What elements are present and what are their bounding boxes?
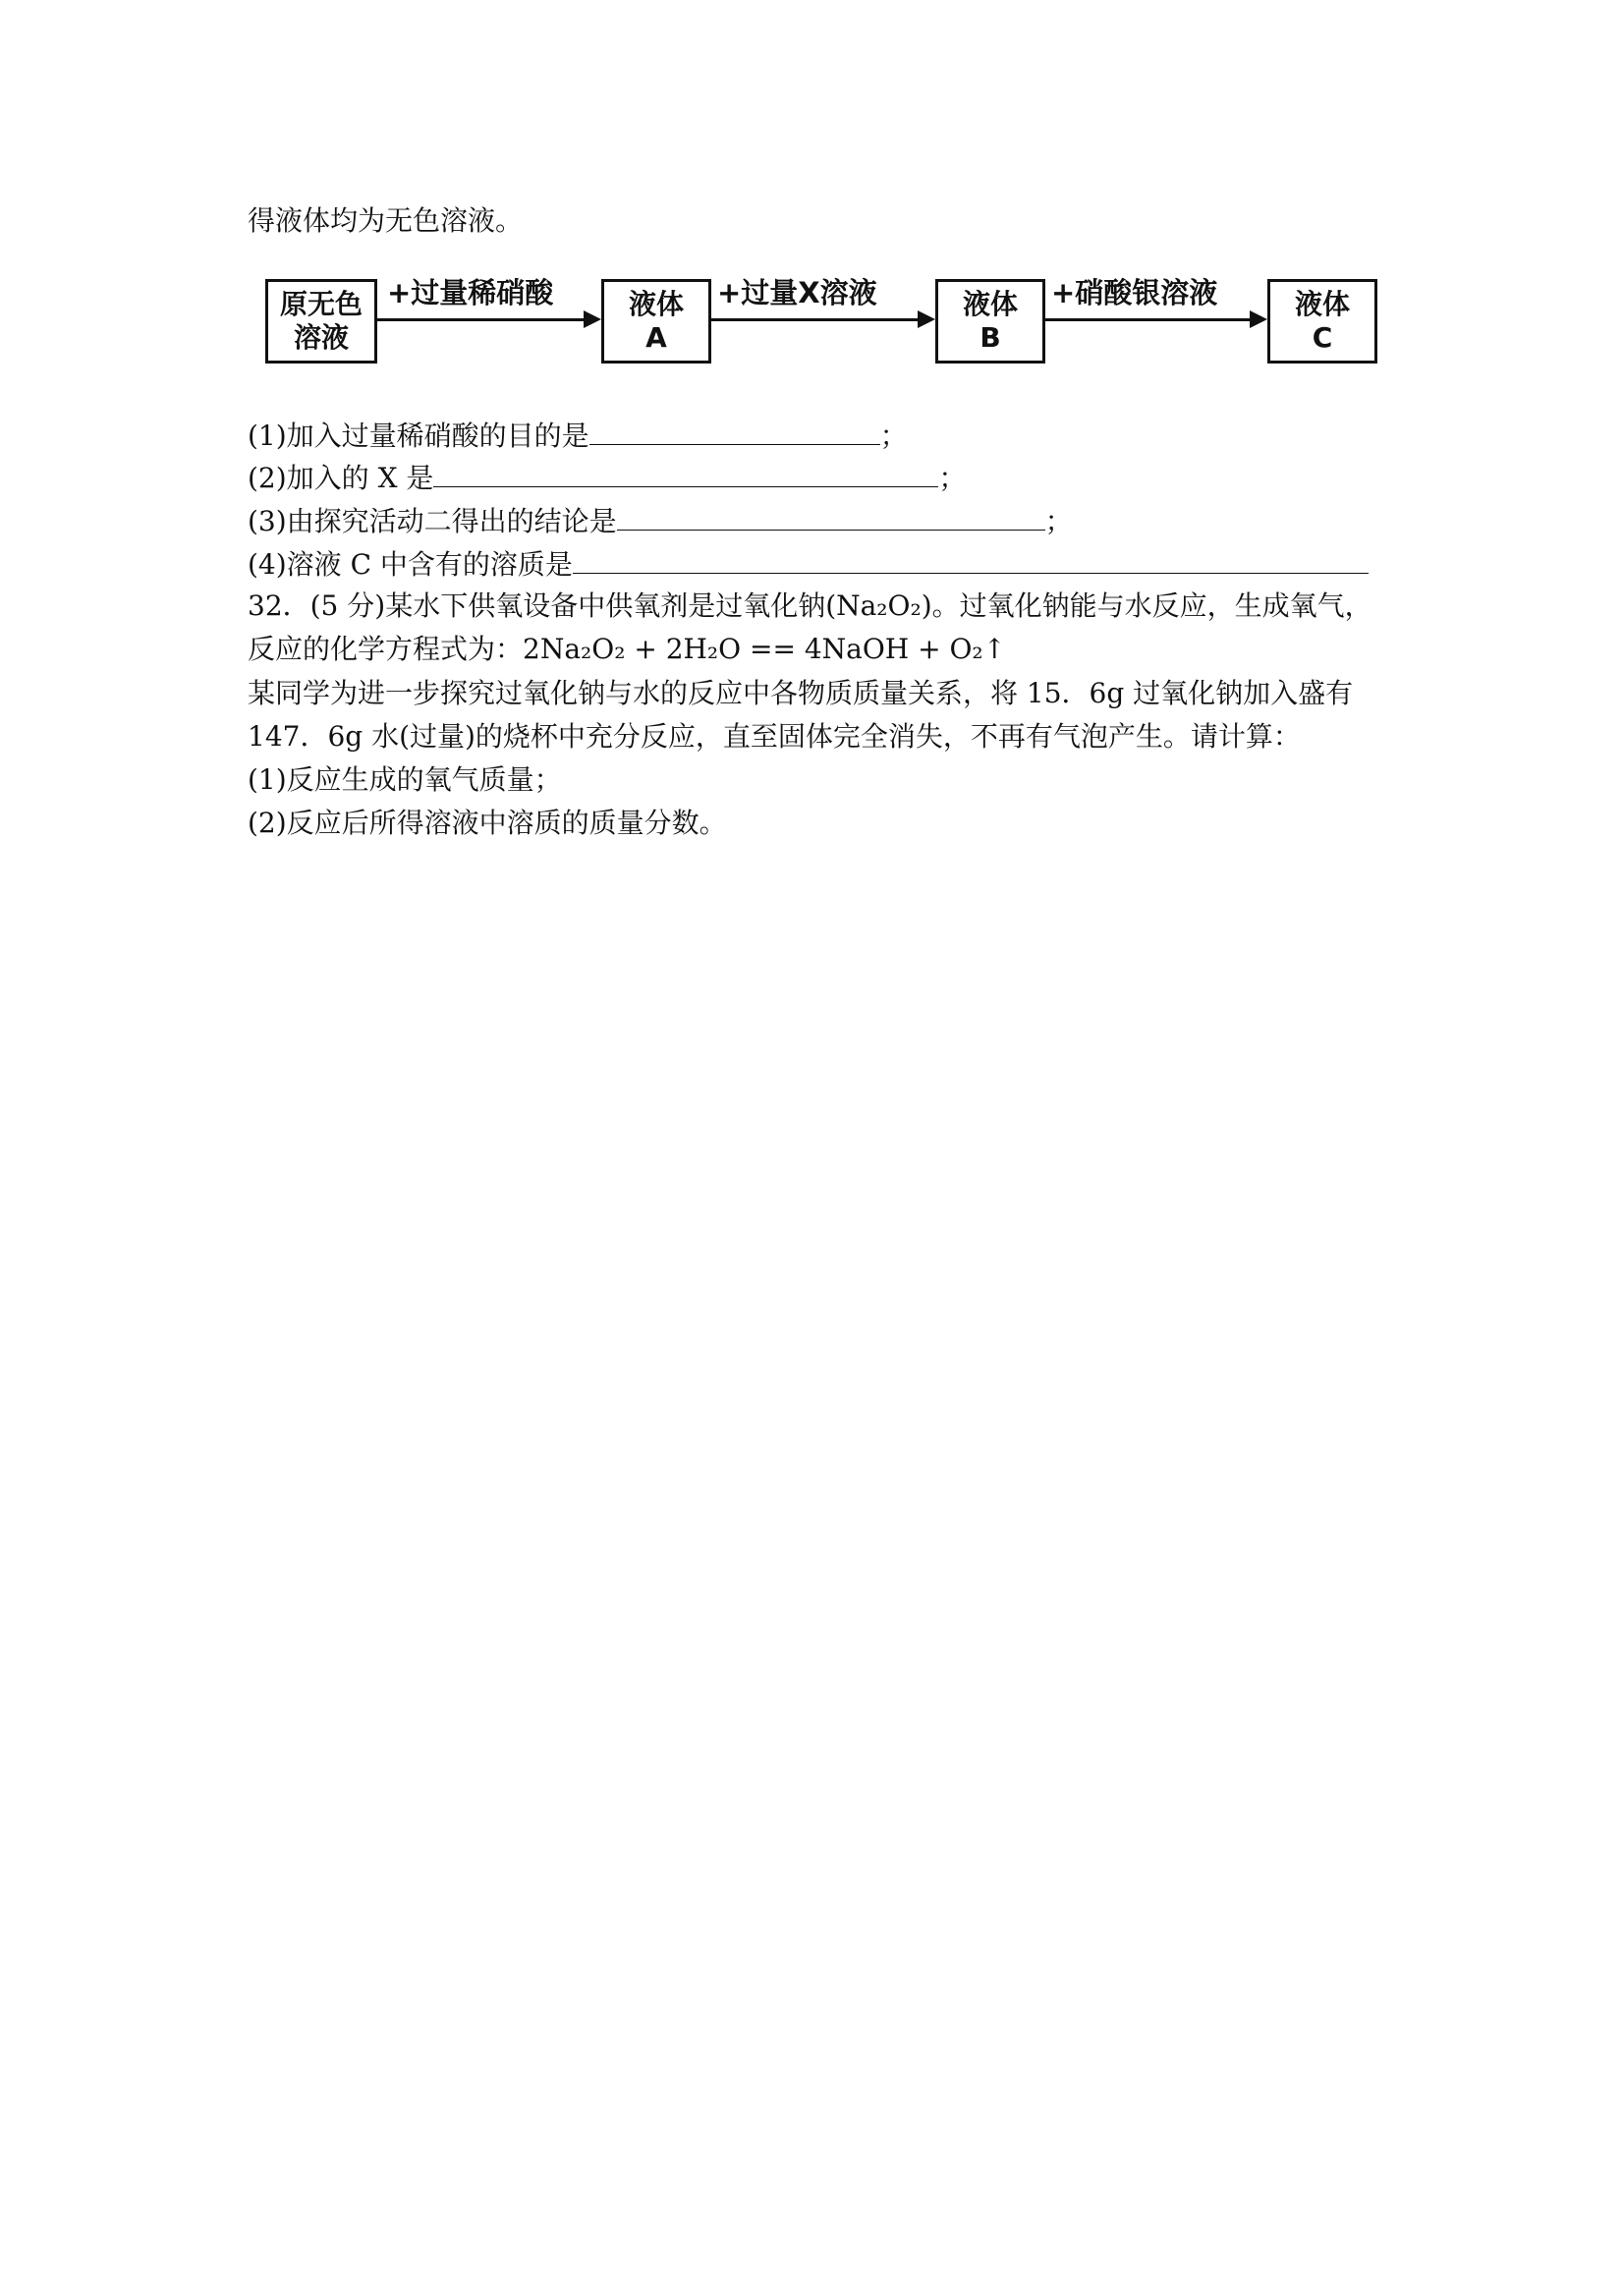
box-liquid-b-line1: 液体 — [962, 288, 1018, 320]
question-3-text: (3)由探究活动二得出的结论是 — [248, 505, 617, 537]
box-liquid-a-line1: 液体 — [628, 288, 684, 320]
box-liquid-b-line2: B — [979, 321, 1001, 354]
box-original-solution-line1: 原无色 — [279, 288, 363, 320]
problem-32-line4: 147．6g 水(过量)的烧杯中充分反应，直至固体完全消失，不再有气泡产生。请计算： — [248, 720, 1301, 753]
arrow-2-label: +过量X溶液 — [717, 276, 877, 309]
answer-blank-2[interactable] — [433, 457, 938, 487]
box-liquid-c — [1267, 279, 1377, 364]
question-3-end: ； — [1044, 505, 1073, 537]
box-liquid-a-line2: A — [645, 321, 667, 354]
question-2-end: ； — [938, 462, 967, 494]
problem-32-line1: 32．(5 分)某水下供氧设备中供氧剂是过氧化钠(Na₂O₂)。过氧化钠能与水反应，生成氧气， — [248, 589, 1372, 622]
box-original-solution-line2: 溶液 — [293, 321, 349, 354]
arrow-1-label: +过量稀硝酸 — [387, 276, 554, 309]
arrow-1 — [377, 276, 597, 321]
flow-diagram — [265, 277, 1385, 375]
question-1 — [248, 415, 908, 456]
box-liquid-c-line2: C — [1312, 321, 1333, 354]
problem-32-line2 — [248, 630, 1006, 669]
arrow-3 — [1045, 276, 1263, 321]
equation-prefix: 反应的化学方程式为： — [248, 633, 524, 665]
question-1-end: ； — [879, 420, 908, 452]
box-original-solution — [265, 279, 377, 364]
question-2 — [248, 457, 966, 498]
answer-blank-1[interactable] — [589, 415, 880, 445]
intro-line: 得液体均为无色溶液。 — [248, 204, 524, 237]
answer-blank-4[interactable] — [573, 543, 1369, 574]
question-2-text: (2)加入的 X 是 — [248, 462, 434, 494]
box-liquid-c-line1: 液体 — [1294, 288, 1350, 320]
chemical-equation: 2Na₂O₂ + 2H₂O == 4NaOH + O₂↑ — [523, 633, 1007, 665]
question-3 — [248, 500, 1073, 541]
box-liquid-b — [935, 279, 1045, 364]
problem-32-sub2: (2)反应后所得溶液中溶质的质量分数。 — [248, 807, 727, 839]
problem-32-line3: 某同学为进一步探究过氧化钠与水的反应中各物质质量关系，将 15．6g 过氧化钠加入盛有 — [248, 677, 1354, 709]
question-4 — [248, 543, 1369, 585]
question-4-text: (4)溶液 C 中含有的溶质是 — [248, 548, 573, 581]
arrow-2 — [711, 276, 931, 321]
answer-blank-3[interactable] — [617, 500, 1045, 531]
question-1-text: (1)加入过量稀硝酸的目的是 — [248, 420, 589, 452]
box-liquid-a — [601, 279, 711, 364]
problem-32-sub1: (1)反应生成的氧气质量； — [248, 763, 562, 796]
arrow-3-label: +硝酸银溶液 — [1051, 276, 1218, 309]
